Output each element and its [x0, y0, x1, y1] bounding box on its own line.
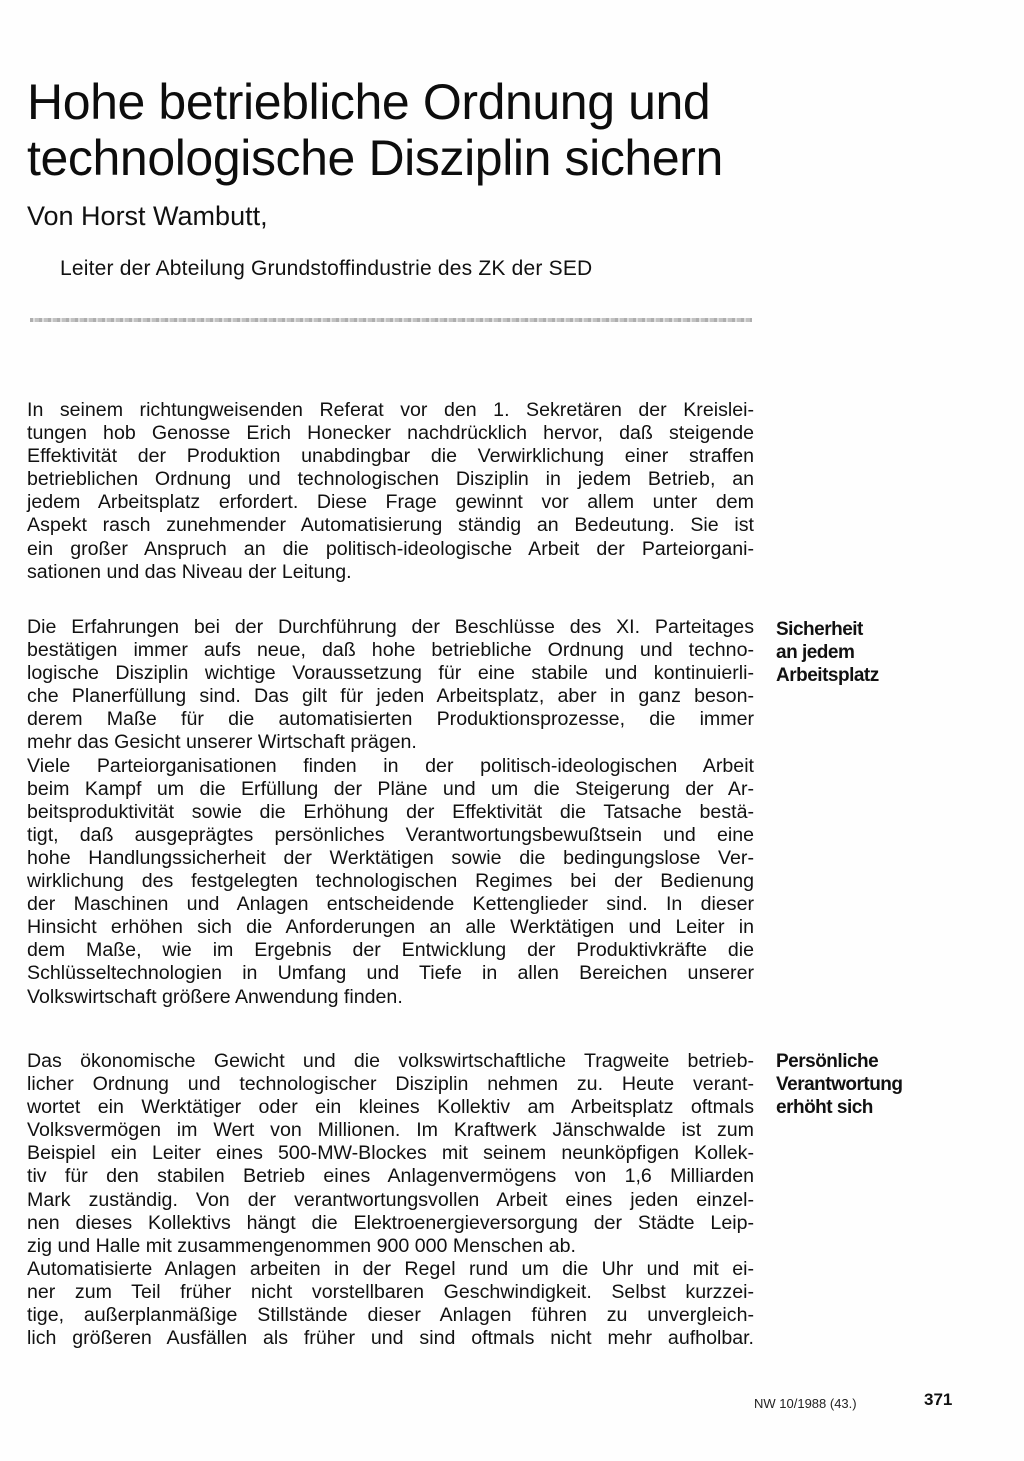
- margin-note-line: Verantwortung: [776, 1074, 903, 1095]
- text-line: Effektivität der Produktion unabdingbar die Verwirklichung einer straffen: [27, 445, 754, 468]
- margin-note-safety: [776, 618, 956, 687]
- margin-note-line: an jedem: [776, 642, 855, 663]
- margin-note-line: Persönliche: [776, 1051, 879, 1072]
- body-paragraph-2: [27, 616, 754, 1009]
- text-line: tige, außerplanmäßige Stillstände dieser Anlagen führen zu unvergleich-: [27, 1304, 754, 1327]
- author-byline: Von Horst Wambutt,: [27, 201, 268, 231]
- text-line: betrieblichen Ordnung und technologischen Disziplin in jedem Betrieb, an: [27, 468, 754, 491]
- text-line: wirklichung des festgelegten technologischen Regimes bei der Bedienung: [27, 870, 754, 893]
- text-line: bestätigen immer aufs neue, daß hohe betriebliche Ordnung und techno-: [27, 639, 754, 662]
- margin-note-line: Sicherheit: [776, 619, 863, 640]
- text-line: ner zum Teil früher nicht vorstellbaren Geschwindigkeit. Selbst kurzzei-: [27, 1280, 754, 1303]
- author-role: Leiter der Abteilung Grundstoffindustrie des ZK der SED: [60, 257, 593, 280]
- text-line: Beispiel ein Leiter eines 500-MW-Blockes mit seinem neunköpfigen Kollek-: [27, 1142, 754, 1165]
- text-line: logische Disziplin wichtige Voraussetzung für eine stabile und kontinuierli-: [27, 662, 754, 685]
- issue-reference: NW 10/1988 (43.): [754, 1396, 857, 1411]
- margin-note-responsibility: [776, 1050, 956, 1119]
- text-line: In seinem richtungweisenden Referat vor den 1. Sekretären der Kreislei-: [27, 399, 754, 421]
- text-line: ein großer Anspruch an die politisch-ideologische Arbeit der Parteiorgani-: [27, 537, 754, 560]
- margin-note-line: Arbeitsplatz: [776, 665, 879, 686]
- text-line: Aspekt rasch zunehmender Automatisierung ständig an Bedeutung. Sie ist: [27, 514, 754, 537]
- body-paragraph-3: [27, 1050, 754, 1350]
- text-line: beitsproduktivität sowie die Erhöhung der Effektivität die Tatsache bestä-: [27, 800, 754, 823]
- body-paragraph-1: [27, 399, 754, 584]
- text-line: mehr das Gesicht unserer Wirtschaft prägen.: [27, 731, 417, 754]
- text-line: Das ökonomische Gewicht und die volkswirtschaftliche Tragweite betrieb-: [27, 1050, 754, 1072]
- text-line: Volkswirtschaft größere Anwendung finden.: [27, 985, 403, 1008]
- article-title: [27, 74, 887, 186]
- title-line: technologische Disziplin sichern: [27, 130, 723, 186]
- text-line: nen dieses Kollektivs hängt die Elektroenergieversorgung der Städte Leip-: [27, 1211, 754, 1234]
- text-line: Die Erfahrungen bei der Durchführung der Beschlüsse des XI. Parteitages: [27, 616, 754, 638]
- title-line: Hohe betriebliche Ordnung und: [27, 74, 711, 130]
- text-line: sationen und das Niveau der Leitung.: [27, 560, 352, 583]
- text-line: che Planerfüllung sind. Das gilt für jeden Arbeitsplatz, aber in ganz beson-: [27, 685, 754, 708]
- text-line: Volksvermögen im Wert von Millionen. Im Kraftwerk Jänschwalde ist zum: [27, 1119, 754, 1142]
- page-number: 371: [924, 1390, 953, 1409]
- text-line: Hinsicht erhöhen sich die Anforderungen an alle Werktätigen und Leiter in: [27, 916, 754, 939]
- text-line: jedem Arbeitsplatz erfordert. Diese Frage gewinnt vor allem unter dem: [27, 491, 754, 514]
- text-line: Viele Parteiorganisationen finden in der politisch-ideologischen Arbeit: [27, 754, 754, 777]
- margin-note-line: erhöht sich: [776, 1097, 873, 1118]
- text-line: tungen hob Genosse Erich Honecker nachdrücklich hervor, daß steigende: [27, 422, 754, 445]
- text-line: Schlüsseltechnologien in Umfang und Tiefe in allen Bereichen unserer: [27, 962, 754, 985]
- text-line: tiv für den stabilen Betrieb eines Anlagenvermögens von 1,6 Milliarden: [27, 1165, 754, 1188]
- header-divider: [30, 318, 752, 322]
- text-line: wortet ein Werktätiger oder ein kleines Kollektiv am Arbeitsplatz oftmals: [27, 1096, 754, 1119]
- text-line: lich größeren Ausfällen als früher und sind oftmals nicht mehr aufholbar.: [27, 1327, 754, 1350]
- text-line: Automatisierte Anlagen arbeiten in der Regel rund um die Uhr und mit ei-: [27, 1257, 754, 1280]
- text-line: tigt, daß ausgeprägtes persönliches Verantwortungsbewußtsein und eine: [27, 823, 754, 846]
- text-line: derem Maße für die automatisierten Produktionsprozesse, die immer: [27, 708, 754, 731]
- text-line: beim Kampf um die Erfüllung der Pläne und um die Steigerung der Ar-: [27, 777, 754, 800]
- text-line: der Maschinen und Anlagen entscheidende Kettenglieder sind. In dieser: [27, 893, 754, 916]
- text-line: Mark zuständig. Von der verantwortungsvollen Arbeit eines jeden einzel-: [27, 1188, 754, 1211]
- text-line: licher Ordnung und technologischer Disziplin nehmen zu. Heute verant-: [27, 1073, 754, 1096]
- text-line: dem Maße, wie im Ergebnis der Entwicklung der Produktivkräfte die: [27, 939, 754, 962]
- text-line: hohe Handlungssicherheit der Werktätigen sowie die bedingungslose Ver-: [27, 846, 754, 869]
- text-line: zig und Halle mit zusammengenommen 900 000 Menschen ab.: [27, 1234, 576, 1257]
